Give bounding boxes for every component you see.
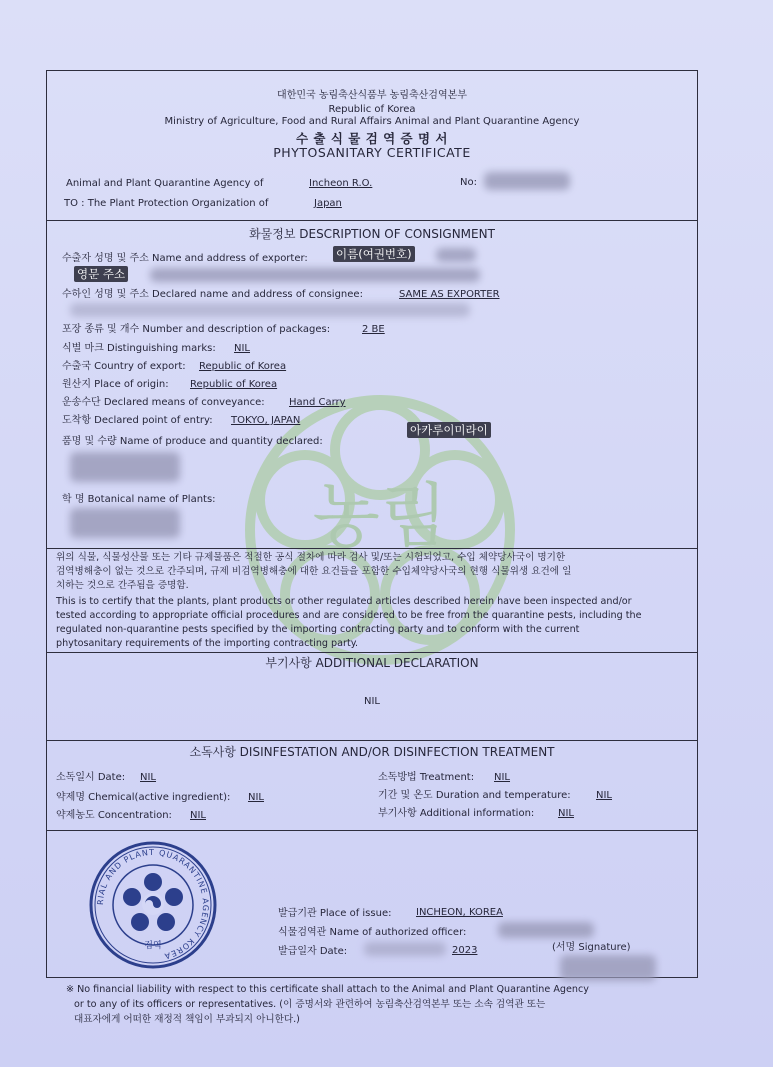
- country-english: Republic of Korea: [328, 104, 416, 115]
- issue-date-value: 2023: [452, 945, 478, 956]
- additional-info-label: 부기사항 Additional information:: [378, 808, 535, 819]
- ministry-english: Ministry of Agriculture, Food and Rural Affairs Animal and Plant Quarantine Agency: [164, 116, 580, 127]
- conveyance-label: 운송수단 Declared means of conveyance:: [62, 397, 265, 408]
- watermark-text: 농림: [312, 475, 448, 557]
- divider-consignment: [46, 548, 698, 549]
- entry-point-label: 도착항 Declared point of entry:: [62, 415, 213, 426]
- divider-additional: [46, 740, 698, 741]
- signature-label: (서명 Signature): [552, 942, 631, 953]
- consignee-value: SAME AS EXPORTER: [399, 289, 500, 300]
- certification-en-3: regulated non-quarantine pests specified by the importing contracting party and to conform with the current: [56, 624, 580, 635]
- footer-line-1: ※ No financial liability with respect to this certificate shall attach to the Animal and Plant Quarantine Agency: [66, 984, 589, 995]
- exporter-address-redacted: [150, 268, 480, 282]
- footer-line-2: or to any of its officers or representatives. (이 증명서와 관련하여 농림축산검역본부 또는 소속 검역관 또는: [74, 999, 546, 1010]
- divider-treatment: [46, 830, 698, 831]
- exporter-address-tag: 영문 주소: [74, 266, 128, 282]
- entry-point-value: TOKYO, JAPAN: [231, 415, 301, 426]
- certificate-number-redacted: [484, 172, 570, 190]
- marks-label: 식별 마크 Distinguishing marks:: [62, 343, 216, 354]
- treatment-method-value: NIL: [494, 772, 511, 783]
- additional-info-value: NIL: [558, 808, 575, 819]
- concentration-label: 약제농도 Concentration:: [56, 810, 172, 821]
- issue-date-redacted: [364, 942, 446, 956]
- signature-redacted: [560, 955, 656, 981]
- title-korean: 수 출 식 물 검 역 증 명 서: [296, 131, 448, 146]
- origin-value: Republic of Korea: [190, 379, 278, 390]
- exporter-label: 수출자 성명 및 주소 Name and address of exporter:: [62, 253, 308, 264]
- export-country-value: Republic of Korea: [199, 361, 287, 372]
- treatment-date-label: 소독일시 Date:: [56, 772, 126, 783]
- duration-value: NIL: [596, 790, 613, 801]
- to-value: Japan: [314, 198, 342, 209]
- chemical-value: NIL: [248, 792, 265, 803]
- exporter-name-tag: 이름(여권번호): [333, 246, 415, 262]
- produce-tag: 아카루이미라이: [407, 422, 491, 438]
- consignment-title: 화물정보 DESCRIPTION OF CONSIGNMENT: [249, 227, 495, 241]
- certification-en-2: tested according to appropriate official procedures and are considered to be free from the quarantine pests, including the: [56, 610, 642, 621]
- botanical-redacted: [70, 508, 180, 538]
- official-quarantine-seal: [88, 840, 218, 970]
- seal-outer-text: RIAL AND PLANT QUARANTINE AGENCY KOREA: [95, 847, 211, 961]
- certification-en-4: phytosanitary requirements of the importing contracting party.: [56, 638, 359, 649]
- produce-label: 품명 및 수량 Name of produce and quantity declared:: [62, 436, 323, 447]
- conveyance-value: Hand Carry: [289, 397, 346, 408]
- issue-place-value: INCHEON, KOREA: [416, 907, 503, 918]
- produce-redacted: [70, 452, 180, 482]
- issue-date-label: 발급일자 Date:: [278, 946, 348, 957]
- certification-ko-2: 검역병해충이 없는 것으로 간주되며, 규제 비검역병해충에 대한 요건들을 포함한 수입체약당사국의 현행 식물위생 요건에 일: [56, 566, 572, 577]
- botanical-label: 학 명 Botanical name of Plants:: [62, 494, 216, 505]
- export-country-label: 수출국 Country of export:: [62, 361, 186, 372]
- issue-place-label: 발급기관 Place of issue:: [278, 908, 392, 919]
- certification-ko-1: 위의 식물, 식물성산물 또는 기타 규제물품은 적절한 공식 절차에 따라 검사 및/또는 시험되었고, 수입 체약당사국이 명기한: [56, 552, 566, 563]
- to-label: TO : The Plant Protection Organization of: [64, 198, 269, 209]
- additional-title: 부기사항 ADDITIONAL DECLARATION: [265, 656, 479, 670]
- agency-label: Animal and Plant Quarantine Agency of: [66, 178, 264, 189]
- treatment-title: 소독사항 DISINFESTATION AND/OR DISINFECTION TREATMENT: [189, 745, 555, 759]
- seal-inner-text: 검역: [144, 941, 162, 951]
- additional-value: NIL: [363, 696, 380, 707]
- divider-header: [46, 220, 698, 221]
- certification-ko-3: 치하는 것으로 간주됨을 증명함.: [56, 580, 189, 591]
- treatment-method-label: 소독방법 Treatment:: [378, 772, 475, 783]
- officer-name-redacted: [498, 922, 594, 938]
- officer-label: 식물검역관 Name of authorized officer:: [278, 927, 467, 938]
- certification-en-1: This is to certify that the plants, plant products or other regulated articles described herein have been inspected and/or: [56, 596, 632, 607]
- consignee-label: 수하인 성명 및 주소 Declared name and address of consignee:: [62, 289, 363, 300]
- consignee-address-redacted: [70, 303, 470, 317]
- duration-label: 기간 및 온도 Duration and temperature:: [378, 790, 571, 801]
- ministry-korean: 대한민국 농림축산식품부 농림축산검역본부: [277, 90, 467, 101]
- chemical-label: 약제명 Chemical(active ingredient):: [56, 792, 231, 803]
- title-english: PHYTOSANITARY CERTIFICATE: [273, 145, 471, 160]
- footer-line-3: 대표자에게 어떠한 재정적 책임이 부과되지 아니한다.): [74, 1014, 300, 1025]
- packages-label: 포장 종류 및 개수 Number and description of packages:: [62, 324, 331, 335]
- exporter-name-redacted: [436, 248, 476, 262]
- packages-value: 2 BE: [362, 324, 385, 335]
- divider-certification: [46, 652, 698, 653]
- concentration-value: NIL: [190, 810, 207, 821]
- treatment-date-value: NIL: [140, 772, 157, 783]
- marks-value: NIL: [234, 343, 251, 354]
- certificate-number-label: No:: [460, 177, 477, 188]
- agency-value: Incheon R.O.: [309, 178, 373, 189]
- origin-label: 원산지 Place of origin:: [62, 379, 169, 390]
